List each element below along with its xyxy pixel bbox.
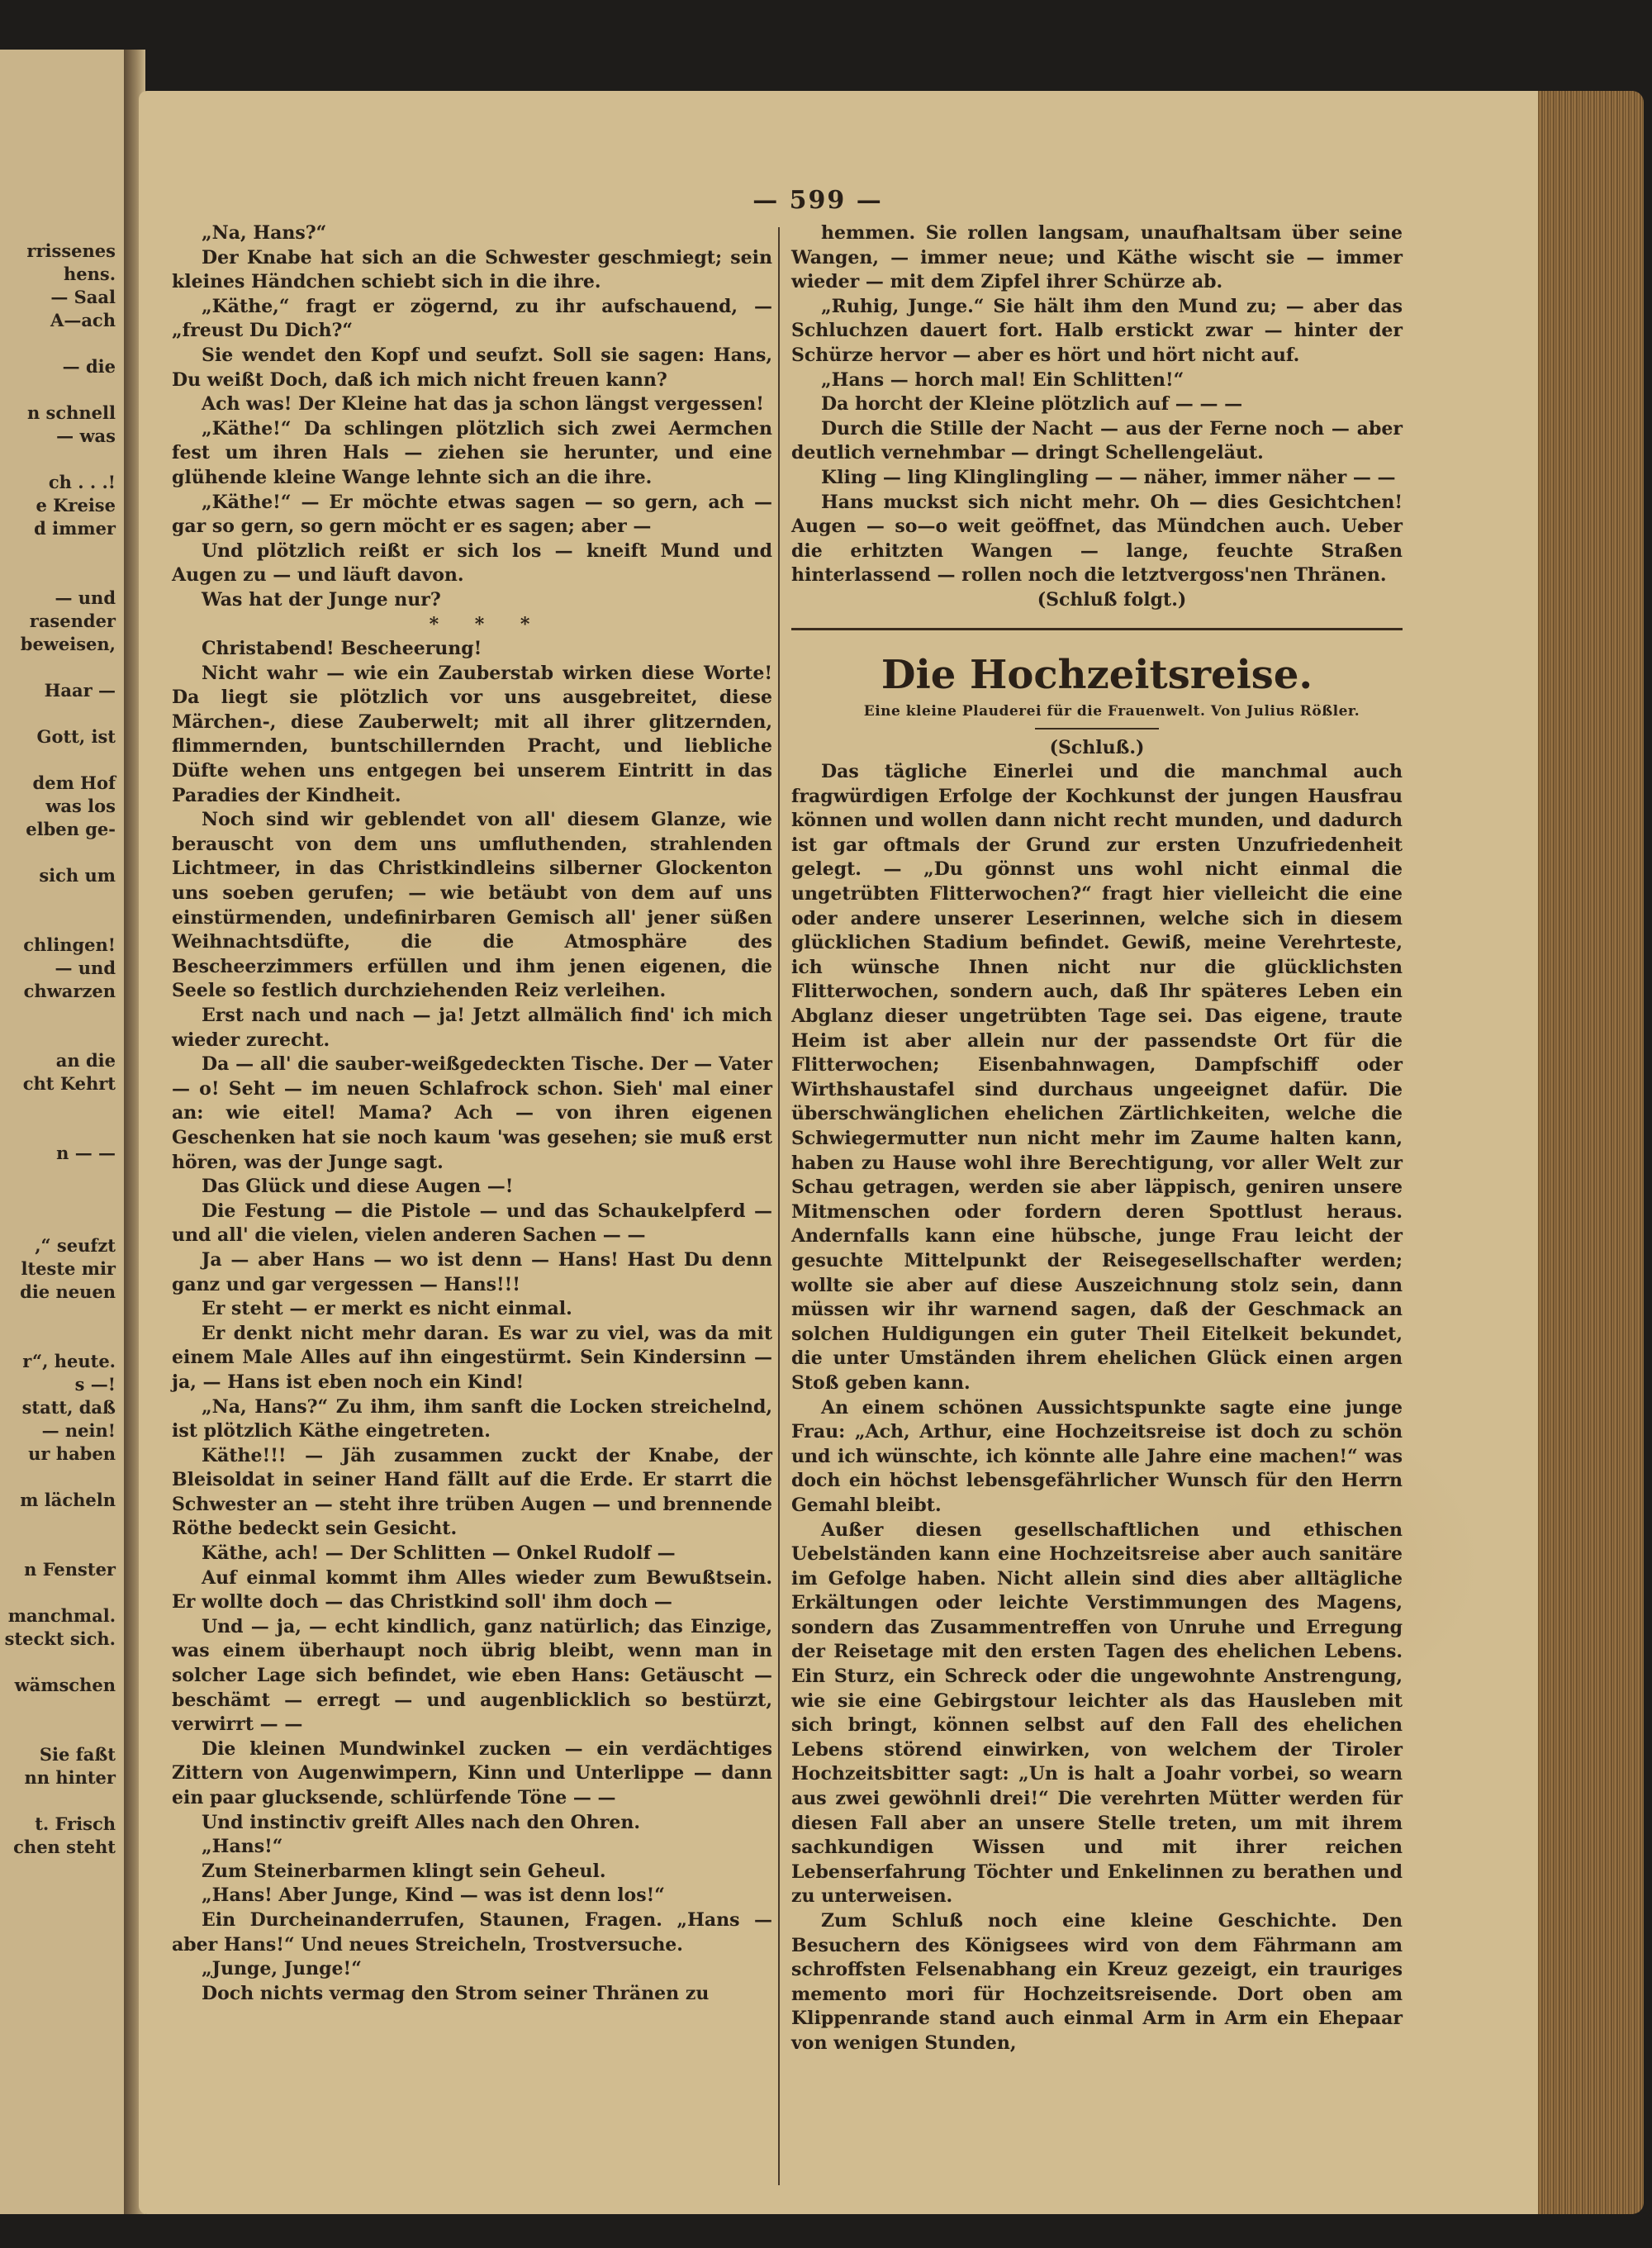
left-page-fragment: ch . . .!: [48, 472, 116, 492]
left-page-fragment: beweisen,: [20, 634, 116, 654]
left-page-fragment: manchmal.: [7, 1605, 116, 1626]
paragraph: „Käthe!“ — Er möchte etwas sagen — so gern, ach — gar so gern, so gern möcht er es sagen; aber —: [172, 491, 772, 538]
left-page-text-fragments: [0, 50, 124, 1859]
left-page-fragment: [0, 887, 124, 910]
left-page-fragment: [0, 1512, 124, 1535]
right-column: [791, 221, 1403, 2056]
paragraph: „Na, Hans?“ Zu ihm, ihm sanft die Locken streichelnd, ist plötzlich Käthe eingetreten.: [172, 1395, 772, 1442]
left-page-fragment: [0, 1697, 124, 1720]
paragraph: Er steht — er merkt es nicht einmal.: [202, 1298, 572, 1320]
left-page-fragment: Haar —: [44, 680, 116, 701]
left-page-fragment: n — —: [56, 1143, 116, 1163]
paragraph: Noch sind wir geblendet von all' diesem Glanze, wie berauscht von dem uns umfluthenden, strahlenden Lichtmeer, in das Christkindleins silberner Glockenton uns soeben gerufen; — wie betäubt von dem auf uns einstürmenden, undefinirbaren Gemisch all' jener süßen Weihnachtsdüfte, die die Atmosphäre des Bescheerzimmers erfüllen und ihm jenen eigenen, die Seele so festlich durchziehenden Reiz verleihen.: [172, 809, 772, 1002]
left-page-fragment: rasender: [29, 611, 116, 631]
left-page-fragment: [0, 1095, 124, 1119]
paragraph: Kling — ling Klinglingling — — näher, immer näher — —: [821, 466, 1396, 488]
left-page-fragment: ,“ seufzt: [35, 1235, 116, 1256]
paragraph: Erst nach und nach — ja! Jetzt allmälich find' ich mich wieder zurecht.: [172, 1005, 772, 1051]
page-number: — 599 —: [752, 186, 883, 215]
article-paragraph: Zum Schluß noch eine kleine Geschichte. Den Besuchern des Königsees wird von dem Fährmann am schroffsten Felsenabhang ein Kreuz gezeigt, ein trauriges memento mori für Hochzeitsreisende. Dort oben am Klippenrande stand auch einmal Arm in Arm ein Ehepaar von wenigen Stunden,: [791, 1910, 1403, 2054]
left-page-fragment: [0, 1188, 124, 1211]
left-page-fragment: ur haben: [28, 1443, 116, 1464]
paragraph: Christabend! Bescheerung!: [202, 638, 482, 660]
left-page-fragment: — nein!: [41, 1420, 116, 1441]
left-page-fragment: nn hinter: [24, 1767, 116, 1788]
left-page-fragment: [0, 749, 124, 772]
left-page-fragment: — und: [55, 958, 116, 978]
paragraph: Nicht wahr — wie ein Zauberstab wirken diese Worte! Da liegt sie plötzlich vor uns ausgebreitet, diese Märchen-, diese Zauberwelt; mit all ihrer glitzernden, flimmernden, buntschillernden Pracht, und liebliche Düfte wehen uns entgegen bei unserem Eintritt in das Paradies der Kindheit.: [172, 662, 772, 806]
left-page-fragment: [0, 841, 124, 864]
left-page-fragment: elben ge-: [26, 819, 116, 839]
article-byline: Eine kleine Plauderei für die Frauenwelt. Von Julius Rößler.: [863, 702, 1360, 720]
left-page-fragment: [0, 1026, 124, 1049]
left-page-fragment: [0, 1165, 124, 1188]
paragraph: „Käthe,“ fragt er zögernd, zu ihr aufschauend, — „freust Du Dich?“: [172, 295, 772, 342]
left-page-fragment: chlingen!: [23, 934, 116, 955]
paragraph: Und — ja, — echt kindlich, ganz natürlich; das Einzige, was einem überhaupt noch übrig bleibt, wenn man in solcher Lage sich befindet, wie eben Hans: Getäuscht — beschämt — erregt — und augenblicklich so bestürzt, verwirrt — —: [172, 1615, 772, 1736]
left-page-fragment: d immer: [34, 518, 116, 539]
paragraph: Der Knabe hat sich an die Schwester geschmiegt; sein kleines Händchen schiebt sich in die ihre.: [172, 246, 772, 293]
paragraph: Zum Steinerbarmen klingt sein Geheul.: [202, 1860, 606, 1882]
article-paragraph: An einem schönen Aussichtspunkte sagte eine junge Frau: „Ach, Arthur, eine Hochzeitsreise ist doch zu schön und ich wünschte, ich könnte alle Jahre eine machen!“ was doch ein höchst lebensgefährlicher Wunsch für den Herrn Gemahl bleibt.: [791, 1396, 1403, 1516]
left-page-fragment: dem Hof: [32, 772, 116, 793]
left-page-fragment: [0, 378, 124, 402]
paragraph: Und plötzlich reißt er sich los — kneift Mund und Augen zu — und läuft davon.: [172, 539, 772, 587]
left-column: [172, 221, 772, 2006]
paragraph: Ein Durcheinanderrufen, Staunen, Fragen. „Hans — aber Hans!“ Und neues Streicheln, Trostversuche.: [172, 1908, 772, 1956]
left-page-fragment: [0, 448, 124, 471]
left-page-fragment: [0, 1003, 124, 1026]
paragraph: Käthe, ach! — Der Schlitten — Onkel Rudolf —: [202, 1542, 676, 1565]
left-page-fragment: — und: [55, 587, 116, 608]
paragraph: Doch nichts vermag den Strom seiner Thränen zu: [202, 1982, 710, 2004]
paragraph: Ach was! Der Kleine hat das ja schon längst vergessen!: [202, 393, 764, 416]
left-page-fragment: [0, 1119, 124, 1142]
paragraph: Ja — aber Hans — wo ist denn — Hans! Hast Du denn ganz und gar vergessen — Hans!!!: [172, 1248, 772, 1295]
left-page-fragment: e Kreise: [36, 495, 116, 516]
paragraph: Und instinctiv greift Alles nach den Ohren.: [202, 1811, 641, 1833]
left-page-fragment: [0, 1327, 124, 1350]
paragraph: Hans muckst sich nicht mehr. Oh — dies Gesichtchen! Augen — so—o weit geöffnet, das Mündchen auch. Ueber die erhitzten Wangen — lange, feuchte Straßen hinterlassend — rollen noch die letztvergoss'nen Thränen.: [791, 491, 1403, 587]
left-page-fragment: n Fenster: [24, 1559, 116, 1580]
left-page-fragment: [0, 1304, 124, 1327]
paragraph: „Hans — horch mal! Ein Schlitten!“: [821, 368, 1184, 391]
left-column-paragraphs: [172, 221, 772, 2006]
paragraph: hemmen. Sie rollen langsam, unaufhaltsam über seine Wangen, — immer neue; und Käthe wischt sie — immer wieder — mit dem Zipfel ihrer Schürze ab.: [791, 222, 1403, 293]
paragraph: Die Festung — die Pistole — und das Schaukelpferd — und all' die vielen, vielen anderen Sachen — —: [172, 1200, 772, 1247]
paragraph: „Hans!“: [202, 1836, 283, 1858]
left-page-fragment: s —!: [74, 1374, 116, 1395]
left-page-fragment: — Saal: [50, 287, 116, 307]
left-page-fragment: wämschen: [14, 1675, 116, 1695]
paragraph: Das Glück und diese Augen —!: [202, 1176, 514, 1198]
left-page-fragment: chwarzen: [23, 981, 116, 1001]
article-subtitle: (Schluß.): [1049, 736, 1145, 758]
left-page-fragment: [0, 656, 124, 679]
left-page-fragment: r“, heute.: [22, 1351, 116, 1371]
left-page-fragment: [0, 910, 124, 934]
left-page-fragment: A—ach: [50, 310, 116, 330]
left-page-fragment: [0, 702, 124, 725]
paragraph: Was hat der Junge nur?: [202, 588, 441, 611]
section-rule: [791, 628, 1403, 630]
left-page-fragment: [0, 540, 124, 563]
left-page-fragment: cht Kehrt: [22, 1073, 116, 1094]
story-end-note: (Schluß folgt.): [1037, 588, 1187, 611]
article-title: Die Hochzeitsreise.: [881, 651, 1313, 698]
paragraph: Auf einmal kommt ihm Alles wieder zum Bewußtsein. Er wollte doch — das Christkind soll' ihm doch —: [172, 1566, 772, 1614]
left-page-fragment: [0, 1789, 124, 1813]
paragraph: „Junge, Junge!“: [202, 1958, 362, 1980]
left-page-fragment: Sie faßt: [39, 1744, 116, 1765]
left-page-fragment: [0, 1535, 124, 1558]
byline-rule: [1035, 728, 1159, 730]
left-page-fragment: [0, 1581, 124, 1604]
left-page-fragment: [0, 1211, 124, 1234]
left-page-fragment: hens.: [63, 264, 116, 284]
article-body: [791, 760, 1403, 2056]
paragraph: Da — all' die sauber-weißgedeckten Tische. Der — Vater — o! Seht — im neuen Schlafrock schon. Sieh' mal einer an: wie eitel! Mama? Ach — von ihren eigenen Geschenken hat sie noch kaum 'was gesehen; sie muß erst hören, was der Junge sagt.: [172, 1053, 772, 1173]
paragraph: „Ruhig, Junge.“ Sie hält ihm den Mund zu; — aber das Schluchzen dauert fort. Halb erstickt zwar — hinter der Schürze hervor — aber es hört und hört nicht auf.: [791, 295, 1403, 366]
left-page-fragment: [0, 1466, 124, 1489]
left-page-fragment: chen steht: [13, 1837, 116, 1857]
left-page-fragment: t. Frisch: [35, 1813, 116, 1834]
paragraph: Die kleinen Mundwinkel zucken — ein verdächtiges Zittern von Augenwimpern, Kinn und Unterlippe — dann ein paar glucksende, schlürfende Töne — —: [172, 1737, 772, 1808]
paragraph: „Na, Hans?“: [202, 222, 327, 244]
left-page-fragment: [0, 563, 124, 587]
paragraph: * * *: [429, 613, 545, 635]
column-divider: [778, 227, 780, 2185]
paragraph: Er denkt nicht mehr daran. Es war zu viel, was da mit einem Male Alles auf ihn eingestürmt. Sein Kindersinn — ja, — Hans ist eben noch ein Kind!: [172, 1322, 772, 1393]
left-page-fragment: statt, daß: [21, 1397, 116, 1418]
left-page-fragment: steckt sich.: [4, 1628, 116, 1649]
paragraph: Käthe!!! — Jäh zusammen zuckt der Knabe, der Bleisoldat in seiner Hand fällt auf die Erde. Er starrt die Schwester an — steht ihre trüben Augen — und brennende Röthe bedeckt sein Gesicht.: [172, 1444, 772, 1540]
paragraph: „Hans! Aber Junge, Kind — was ist denn los!“: [202, 1884, 665, 1907]
page-edges-stack: [1538, 91, 1644, 2214]
left-page-fragment: lteste mir: [21, 1258, 116, 1279]
left-page-fragment: m lächeln: [20, 1490, 116, 1510]
paragraph: „Käthe!“ Da schlingen plötzlich sich zwei Aermchen fest um ihren Hals — ziehen sie herunter, und eine glühende kleine Wange lehnte sich an die ihre.: [172, 417, 772, 488]
paragraph: Durch die Stille der Nacht — aus der Ferne noch — aber deutlich vernehmbar — dringt Schellengeläut.: [791, 417, 1403, 464]
article-paragraph: Außer diesen gesellschaftlichen und ethischen Uebelständen kann eine Hochzeitsreise aber auch sanitäre im Gefolge haben. Nicht allein sind dies aber alltägliche Erkältungen oder leichte Verstimmungen des Magens, sondern das Zusammentreffen von Unruhe und Erregung der Reisetage mit den ersten Tagen des ehelichen Lebens. Ein Sturz, ein Schreck oder die ungewohnte Anstrengung, wie sie eine Gebirgstour leichter als das Hausleben mit sich bringt, können selbst auf den Fall des ehelichen Lebens störend einwirken, von welchem der Tiroler Hochzeitsbitter sagt: „Un is halt a Joahr vorbei, so wearn aus zwei gewöhnli drei!“ Die verehrten Mütter werden für diesen Fall aber an unsere Stelle treten, um mit ihrem sachkundigen Wissen und mit ihrer reichen Lebenserfahrung Töchter und Enkelinnen zu berathen und zu unterweisen.: [791, 1518, 1403, 1908]
story-continuation: [791, 221, 1403, 588]
left-page-fragment: an die: [55, 1050, 116, 1071]
left-page-fragment: was los: [45, 796, 116, 816]
left-page-fragment: [0, 1651, 124, 1674]
left-page-fragment: rrissenes: [26, 240, 116, 261]
left-page-edge: [0, 50, 129, 2214]
left-page-fragment: — die: [62, 356, 116, 377]
paragraph: Sie wendet den Kopf und seufzt. Soll sie sagen: Hans, Du weißt Doch, daß ich mich nicht freuen kann?: [172, 344, 772, 391]
left-page-fragment: [0, 1720, 124, 1743]
left-page-fragment: [0, 332, 124, 355]
left-page-fragment: n schnell: [26, 402, 116, 423]
paragraph: Da horcht der Kleine plötzlich auf — — —: [821, 393, 1243, 416]
left-page-fragment: sich um: [39, 865, 116, 886]
article-paragraph: Das tägliche Einerlei und die manchmal auch fragwürdigen Erfolge der Kochkunst der jungen Hausfrau können und wollen dann nicht recht munden, und dadurch ist gar oftmals der Grund zur ersten Unzufriedenheit gelegt. — „Du gönnst uns wohl nicht einmal die ungetrübten Flitterwochen?“ fragt hier vielleicht die eine oder andere unserer Leserinnen, welche sich in diesem glücklichen Stadium befindet. Gewiß, meine Verehrteste, ich wünsche Ihnen nicht nur die glücklichsten Flitterwochen, sondern auch, daß Ihr späteres Leben ein Abglanz dieser ungetrübten Tage sei. Das eigene, traute Heim ist aber allein nur der passendste Ort für die Flitterwochen; Eisenbahnwagen, Dampfschiff oder Wirthshaustafel sind durchaus ungeeignet dafür. Die überschwänglichen ehelichen Zärtlichkeiten, welche die Schwiegermutter nun nicht mehr im Zaume halten kann, haben zu Hause wohl ihre Berechtigung, vor aller Welt zur Schau getragen, werden sie aber läppisch, geniren unsere Mitmenschen oder fordern deren Spottlust heraus. Andernfalls kann eine hübsche, junge Frau leicht der gesuchte Mittelpunkt der Reisegesellschafter werden; wollte sie aber auf diese Auszeichnung stolz sein, dann müssen wir ihr warnend sagen, daß der Geschmack an solchen Huldigungen ein guter Theil Eitelkeit bekundet, die unter Umständen ihrem ehelichen Glück einen argen Stoß geben kann.: [791, 761, 1403, 1394]
left-page-fragment: Gott, ist: [36, 726, 116, 747]
left-page-fragment: die neuen: [20, 1281, 116, 1302]
left-page-fragment: — was: [56, 425, 116, 446]
